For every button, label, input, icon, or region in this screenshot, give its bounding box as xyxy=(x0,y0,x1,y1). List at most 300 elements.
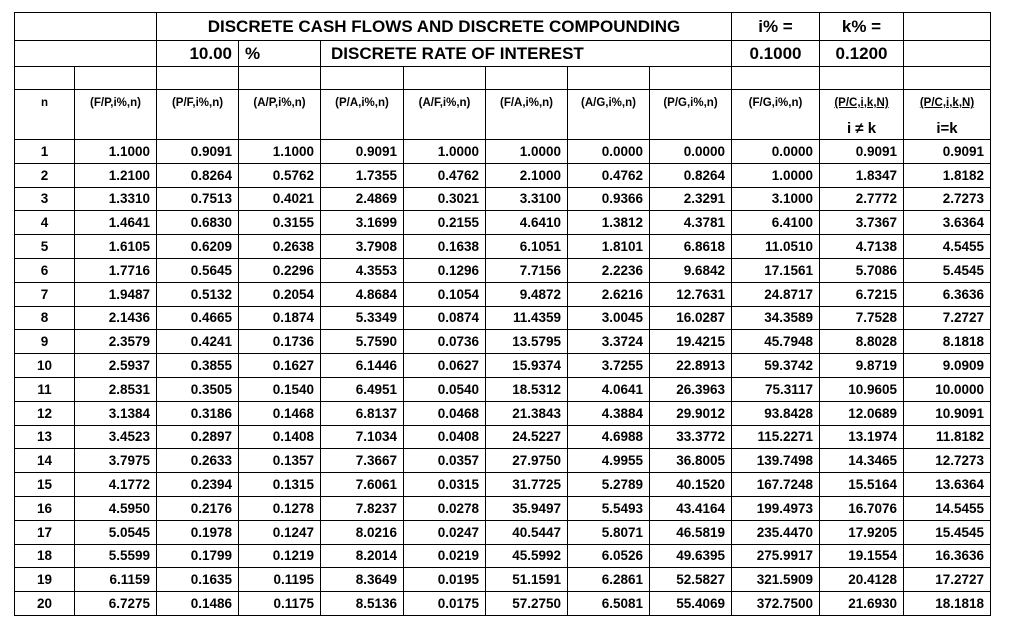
blank-cell xyxy=(75,67,157,90)
factor-cell: 16.0287 xyxy=(650,306,732,330)
period-cell: 16 xyxy=(15,496,75,520)
factor-cell: 55.4069 xyxy=(650,592,732,616)
blank-cell xyxy=(239,67,321,90)
factor-cell: 43.4164 xyxy=(650,496,732,520)
blank-cell xyxy=(15,67,75,90)
factor-cell: 6.7275 xyxy=(75,592,157,616)
blank-cell xyxy=(75,117,157,140)
factor-cell: 1.0000 xyxy=(486,140,568,164)
factor-cell: 0.2155 xyxy=(404,211,486,235)
factor-cell: 7.7156 xyxy=(486,258,568,282)
factor-cell: 0.1278 xyxy=(239,496,321,520)
factor-cell: 0.0315 xyxy=(404,473,486,497)
factor-cell: 0.9091 xyxy=(904,140,991,164)
factor-cell: 8.5136 xyxy=(321,592,404,616)
factor-cell: 46.5819 xyxy=(650,520,732,544)
blank-cell xyxy=(15,117,75,140)
factor-cell: 5.2789 xyxy=(568,473,650,497)
factor-cell: 4.3553 xyxy=(321,258,404,282)
factor-cell: 275.9917 xyxy=(732,544,820,568)
factor-cell: 1.8182 xyxy=(904,163,991,187)
factor-cell: 5.4545 xyxy=(904,258,991,282)
factor-cell: 45.5992 xyxy=(486,544,568,568)
factor-cell: 0.5762 xyxy=(239,163,321,187)
factor-cell: 0.0000 xyxy=(650,140,732,164)
i-value: 0.1000 xyxy=(732,41,820,67)
factor-cell: 2.5937 xyxy=(75,354,157,378)
factor-cell: 0.1799 xyxy=(157,544,239,568)
factor-cell: 3.6364 xyxy=(904,211,991,235)
period-cell: 20 xyxy=(15,592,75,616)
factor-cell: 0.0278 xyxy=(404,496,486,520)
factor-cell: 6.2861 xyxy=(568,568,650,592)
blank-cell xyxy=(321,117,404,140)
factor-cell: 0.4021 xyxy=(239,187,321,211)
factor-cell: 11.8182 xyxy=(904,425,991,449)
table-row xyxy=(15,258,991,282)
factor-cell: 18.5312 xyxy=(486,377,568,401)
factor-cell: 17.1561 xyxy=(732,258,820,282)
factor-cell: 0.0219 xyxy=(404,544,486,568)
period-cell: 19 xyxy=(15,568,75,592)
factor-cell: 13.6364 xyxy=(904,473,991,497)
factor-cell: 5.5599 xyxy=(75,544,157,568)
factor-cell: 6.8618 xyxy=(650,235,732,259)
factor-cell: 5.5493 xyxy=(568,496,650,520)
column-header: (A/F,i%,n) xyxy=(404,90,486,118)
factor-cell: 26.3963 xyxy=(650,377,732,401)
blank-cell xyxy=(404,67,486,90)
period-cell: 6 xyxy=(15,258,75,282)
spacer-row xyxy=(15,67,991,90)
blank-cell xyxy=(650,117,732,140)
factor-cell: 7.6061 xyxy=(321,473,404,497)
factor-cell: 6.4100 xyxy=(732,211,820,235)
factor-cell: 2.3579 xyxy=(75,330,157,354)
factor-cell: 3.1384 xyxy=(75,401,157,425)
period-cell: 7 xyxy=(15,282,75,306)
column-header: (P/C,i,k,N) xyxy=(820,90,904,118)
factor-cell: 0.0468 xyxy=(404,401,486,425)
factor-cell: 49.6395 xyxy=(650,544,732,568)
factor-cell: 139.7498 xyxy=(732,449,820,473)
factor-cell: 1.1000 xyxy=(239,140,321,164)
factor-cell: 0.2394 xyxy=(157,473,239,497)
factor-cell: 2.6216 xyxy=(568,282,650,306)
table-row xyxy=(15,235,991,259)
table-row xyxy=(15,520,991,544)
factor-cell: 4.3884 xyxy=(568,401,650,425)
factor-cell: 4.0641 xyxy=(568,377,650,401)
factor-cell: 9.0909 xyxy=(904,354,991,378)
factor-cell: 19.4215 xyxy=(650,330,732,354)
factor-cell: 0.2897 xyxy=(157,425,239,449)
factor-cell: 0.0408 xyxy=(404,425,486,449)
factor-cell: 0.1195 xyxy=(239,568,321,592)
blank-cell xyxy=(568,117,650,140)
factor-cell: 22.8913 xyxy=(650,354,732,378)
factor-cell: 0.1635 xyxy=(157,568,239,592)
factor-cell: 1.7355 xyxy=(321,163,404,187)
factor-cell: 0.1540 xyxy=(239,377,321,401)
column-header: (P/F,i%,n) xyxy=(157,90,239,118)
k-label: k% = xyxy=(820,13,904,41)
factor-cell: 0.8264 xyxy=(157,163,239,187)
factor-cell: 3.7908 xyxy=(321,235,404,259)
factor-cell: 6.0526 xyxy=(568,544,650,568)
factor-cell: 3.0045 xyxy=(568,306,650,330)
factor-cell: 0.5132 xyxy=(157,282,239,306)
factor-cell: 199.4973 xyxy=(732,496,820,520)
period-cell: 18 xyxy=(15,544,75,568)
table-row xyxy=(15,401,991,425)
factor-cell: 35.9497 xyxy=(486,496,568,520)
factor-cell: 1.6105 xyxy=(75,235,157,259)
factor-cell: 2.7772 xyxy=(820,187,904,211)
factor-cell: 45.7948 xyxy=(732,330,820,354)
blank-cell xyxy=(820,67,904,90)
factor-cell: 0.7513 xyxy=(157,187,239,211)
blank-cell xyxy=(904,13,991,41)
factor-cell: 3.3100 xyxy=(486,187,568,211)
blank-cell xyxy=(650,67,732,90)
factor-cell: 6.4951 xyxy=(321,377,404,401)
factor-cell: 1.1000 xyxy=(75,140,157,164)
factor-cell: 0.4241 xyxy=(157,330,239,354)
factor-cell: 17.2727 xyxy=(904,568,991,592)
factor-cell: 0.5645 xyxy=(157,258,239,282)
factor-cell: 0.0736 xyxy=(404,330,486,354)
factor-cell: 6.7215 xyxy=(820,282,904,306)
blank-cell xyxy=(486,67,568,90)
factor-cell: 0.0874 xyxy=(404,306,486,330)
rate-percent-value: 10.00 xyxy=(157,41,239,67)
factor-cell: 3.7367 xyxy=(820,211,904,235)
factor-cell: 0.4762 xyxy=(404,163,486,187)
period-cell: 13 xyxy=(15,425,75,449)
factor-cell: 0.0000 xyxy=(568,140,650,164)
factor-cell: 4.3781 xyxy=(650,211,732,235)
period-cell: 12 xyxy=(15,401,75,425)
factor-cell: 1.8347 xyxy=(820,163,904,187)
factor-cell: 0.0357 xyxy=(404,449,486,473)
factor-cell: 16.7076 xyxy=(820,496,904,520)
factor-cell: 4.9955 xyxy=(568,449,650,473)
factor-cell: 167.7248 xyxy=(732,473,820,497)
factor-cell: 4.1772 xyxy=(75,473,157,497)
table-row xyxy=(15,425,991,449)
factor-cell: 6.1051 xyxy=(486,235,568,259)
factor-cell: 13.5795 xyxy=(486,330,568,354)
factor-cell: 4.8684 xyxy=(321,282,404,306)
blank-cell xyxy=(15,41,157,67)
table-row xyxy=(15,163,991,187)
column-header-row xyxy=(15,90,991,118)
period-cell: 5 xyxy=(15,235,75,259)
table-row xyxy=(15,544,991,568)
column-header: (F/A,i%,n) xyxy=(486,90,568,118)
factor-cell: 321.5909 xyxy=(732,568,820,592)
factor-cell: 4.5950 xyxy=(75,496,157,520)
table-title: DISCRETE CASH FLOWS AND DISCRETE COMPOUNDING xyxy=(157,13,732,41)
factor-cell: 6.1446 xyxy=(321,354,404,378)
factor-cell: 2.2236 xyxy=(568,258,650,282)
factor-cell: 6.1159 xyxy=(75,568,157,592)
factor-cell: 11.4359 xyxy=(486,306,568,330)
column-header: (F/P,i%,n) xyxy=(75,90,157,118)
factor-cell: 0.3186 xyxy=(157,401,239,425)
factor-cell: 0.0627 xyxy=(404,354,486,378)
subheader-row xyxy=(15,117,991,140)
factor-cell: 14.3465 xyxy=(820,449,904,473)
blank-cell xyxy=(568,67,650,90)
factor-cell: 8.0216 xyxy=(321,520,404,544)
factor-cell: 1.7716 xyxy=(75,258,157,282)
factor-cell: 0.3021 xyxy=(404,187,486,211)
factor-cell: 40.1520 xyxy=(650,473,732,497)
factor-cell: 1.8101 xyxy=(568,235,650,259)
period-cell: 3 xyxy=(15,187,75,211)
factor-cell: 1.9487 xyxy=(75,282,157,306)
blank-cell xyxy=(904,67,991,90)
data-rows xyxy=(15,140,991,616)
factor-cell: 0.2633 xyxy=(157,449,239,473)
factor-cell: 0.1486 xyxy=(157,592,239,616)
factor-cell: 21.6930 xyxy=(820,592,904,616)
factor-cell: 15.4545 xyxy=(904,520,991,544)
factor-cell: 0.3855 xyxy=(157,354,239,378)
factor-cell: 20.4128 xyxy=(820,568,904,592)
factor-cell: 15.9374 xyxy=(486,354,568,378)
factor-cell: 12.7273 xyxy=(904,449,991,473)
factor-cell: 7.1034 xyxy=(321,425,404,449)
factor-cell: 9.4872 xyxy=(486,282,568,306)
factor-cell: 10.9605 xyxy=(820,377,904,401)
factor-cell: 0.1054 xyxy=(404,282,486,306)
factor-cell: 0.2296 xyxy=(239,258,321,282)
table-row xyxy=(15,354,991,378)
column-header: (P/A,i%,n) xyxy=(321,90,404,118)
factor-cell: 1.0000 xyxy=(732,163,820,187)
factor-cell: 1.2100 xyxy=(75,163,157,187)
factor-cell: 59.3742 xyxy=(732,354,820,378)
factor-cell: 6.5081 xyxy=(568,592,650,616)
percent-sign: % xyxy=(239,41,321,67)
factor-cell: 36.8005 xyxy=(650,449,732,473)
factor-cell: 9.6842 xyxy=(650,258,732,282)
factor-cell: 15.5164 xyxy=(820,473,904,497)
factor-cell: 0.1408 xyxy=(239,425,321,449)
subheader-i-not-k: i ≠ k xyxy=(820,117,904,140)
factor-cell: 33.3772 xyxy=(650,425,732,449)
period-cell: 1 xyxy=(15,140,75,164)
factor-cell: 0.0195 xyxy=(404,568,486,592)
factor-cell: 0.2638 xyxy=(239,235,321,259)
factor-cell: 13.1974 xyxy=(820,425,904,449)
period-cell: 17 xyxy=(15,520,75,544)
blank-cell xyxy=(15,13,157,41)
factor-cell: 5.0545 xyxy=(75,520,157,544)
blank-cell xyxy=(486,117,568,140)
factor-cell: 17.9205 xyxy=(820,520,904,544)
factor-cell: 9.8719 xyxy=(820,354,904,378)
factor-cell: 3.3724 xyxy=(568,330,650,354)
factor-cell: 10.9091 xyxy=(904,401,991,425)
factor-cell: 5.7590 xyxy=(321,330,404,354)
factor-cell: 1.0000 xyxy=(404,140,486,164)
factor-cell: 0.2054 xyxy=(239,282,321,306)
table-row xyxy=(15,187,991,211)
factor-cell: 0.1468 xyxy=(239,401,321,425)
factor-cell: 75.3117 xyxy=(732,377,820,401)
blank-cell xyxy=(904,41,991,67)
factor-cell: 2.1436 xyxy=(75,306,157,330)
factor-cell: 0.6209 xyxy=(157,235,239,259)
factor-cell: 24.8717 xyxy=(732,282,820,306)
period-cell: 14 xyxy=(15,449,75,473)
column-header: (A/P,i%,n) xyxy=(239,90,321,118)
column-header: (F/G,i%,n) xyxy=(732,90,820,118)
table-row xyxy=(15,496,991,520)
factor-cell: 1.3812 xyxy=(568,211,650,235)
subheader-i-equals-k: i=k xyxy=(904,117,991,140)
factor-cell: 8.1818 xyxy=(904,330,991,354)
factor-cell: 0.1736 xyxy=(239,330,321,354)
factor-cell: 1.4641 xyxy=(75,211,157,235)
factor-cell: 12.7631 xyxy=(650,282,732,306)
column-header: (A/G,i%,n) xyxy=(568,90,650,118)
factor-cell: 0.6830 xyxy=(157,211,239,235)
factor-cell: 0.1219 xyxy=(239,544,321,568)
factor-cell: 0.0175 xyxy=(404,592,486,616)
column-header: (P/C,i,k,N) xyxy=(904,90,991,118)
factor-cell: 2.1000 xyxy=(486,163,568,187)
factor-cell: 93.8428 xyxy=(732,401,820,425)
factor-cell: 0.4665 xyxy=(157,306,239,330)
factor-cell: 6.8137 xyxy=(321,401,404,425)
factor-cell: 12.0689 xyxy=(820,401,904,425)
blank-cell xyxy=(321,67,404,90)
factor-cell: 0.0540 xyxy=(404,377,486,401)
factor-cell: 0.0000 xyxy=(732,140,820,164)
factor-cell: 2.8531 xyxy=(75,377,157,401)
factor-cell: 3.7975 xyxy=(75,449,157,473)
factor-cell: 372.7500 xyxy=(732,592,820,616)
period-cell: 2 xyxy=(15,163,75,187)
period-cell: 15 xyxy=(15,473,75,497)
factor-cell: 0.1978 xyxy=(157,520,239,544)
factor-cell: 3.1699 xyxy=(321,211,404,235)
factor-cell: 10.0000 xyxy=(904,377,991,401)
factor-cell: 115.2271 xyxy=(732,425,820,449)
factor-cell: 2.7273 xyxy=(904,187,991,211)
factor-cell: 5.8071 xyxy=(568,520,650,544)
blank-cell xyxy=(157,67,239,90)
table-row xyxy=(15,568,991,592)
factor-cell: 8.8028 xyxy=(820,330,904,354)
table-row xyxy=(15,211,991,235)
factor-cell: 0.8264 xyxy=(650,163,732,187)
table-row xyxy=(15,140,991,164)
title-row xyxy=(15,13,991,41)
table-row xyxy=(15,449,991,473)
factor-cell: 4.6988 xyxy=(568,425,650,449)
factor-cell: 8.2014 xyxy=(321,544,404,568)
factor-cell: 34.3589 xyxy=(732,306,820,330)
period-cell: 10 xyxy=(15,354,75,378)
factor-cell: 235.4470 xyxy=(732,520,820,544)
column-header: (P/G,i%,n) xyxy=(650,90,732,118)
factor-cell: 8.3649 xyxy=(321,568,404,592)
factor-cell: 4.6410 xyxy=(486,211,568,235)
factor-cell: 2.4869 xyxy=(321,187,404,211)
factor-cell: 0.3505 xyxy=(157,377,239,401)
factor-cell: 0.0247 xyxy=(404,520,486,544)
factor-cell: 7.2727 xyxy=(904,306,991,330)
table-row xyxy=(15,282,991,306)
factor-cell: 1.3310 xyxy=(75,187,157,211)
factor-cell: 57.2750 xyxy=(486,592,568,616)
factor-cell: 0.4762 xyxy=(568,163,650,187)
table-row xyxy=(15,592,991,616)
factor-cell: 0.1638 xyxy=(404,235,486,259)
factor-cell: 0.9366 xyxy=(568,187,650,211)
factor-cell: 52.5827 xyxy=(650,568,732,592)
factor-cell: 7.7528 xyxy=(820,306,904,330)
blank-cell xyxy=(732,67,820,90)
factor-cell: 5.3349 xyxy=(321,306,404,330)
factor-cell: 40.5447 xyxy=(486,520,568,544)
factor-cell: 27.9750 xyxy=(486,449,568,473)
factor-cell: 31.7725 xyxy=(486,473,568,497)
factor-cell: 0.9091 xyxy=(157,140,239,164)
period-cell: 11 xyxy=(15,377,75,401)
blank-cell xyxy=(239,117,321,140)
factor-cell: 0.1247 xyxy=(239,520,321,544)
blank-cell xyxy=(732,117,820,140)
factor-cell: 0.1315 xyxy=(239,473,321,497)
factor-cell: 3.7255 xyxy=(568,354,650,378)
blank-cell xyxy=(157,117,239,140)
factor-cell: 16.3636 xyxy=(904,544,991,568)
factor-cell: 7.3667 xyxy=(321,449,404,473)
factor-cell: 5.7086 xyxy=(820,258,904,282)
k-value: 0.1200 xyxy=(820,41,904,67)
period-cell: 4 xyxy=(15,211,75,235)
factor-cell: 0.1175 xyxy=(239,592,321,616)
factor-cell: 0.1296 xyxy=(404,258,486,282)
factor-cell: 0.9091 xyxy=(321,140,404,164)
rate-row xyxy=(15,41,991,67)
table-row xyxy=(15,306,991,330)
factor-cell: 14.5455 xyxy=(904,496,991,520)
factor-cell: 18.1818 xyxy=(904,592,991,616)
factor-cell: 4.5455 xyxy=(904,235,991,259)
factor-cell: 29.9012 xyxy=(650,401,732,425)
factor-cell: 3.1000 xyxy=(732,187,820,211)
factor-cell: 3.4523 xyxy=(75,425,157,449)
rate-caption: DISCRETE RATE OF INTEREST xyxy=(321,41,732,67)
column-header: n xyxy=(15,90,75,118)
factor-cell: 0.9091 xyxy=(820,140,904,164)
interest-factor-table xyxy=(14,12,991,616)
factor-cell: 0.1357 xyxy=(239,449,321,473)
factor-cell: 7.8237 xyxy=(321,496,404,520)
period-cell: 9 xyxy=(15,330,75,354)
period-cell: 8 xyxy=(15,306,75,330)
factor-cell: 0.1874 xyxy=(239,306,321,330)
factor-cell: 11.0510 xyxy=(732,235,820,259)
